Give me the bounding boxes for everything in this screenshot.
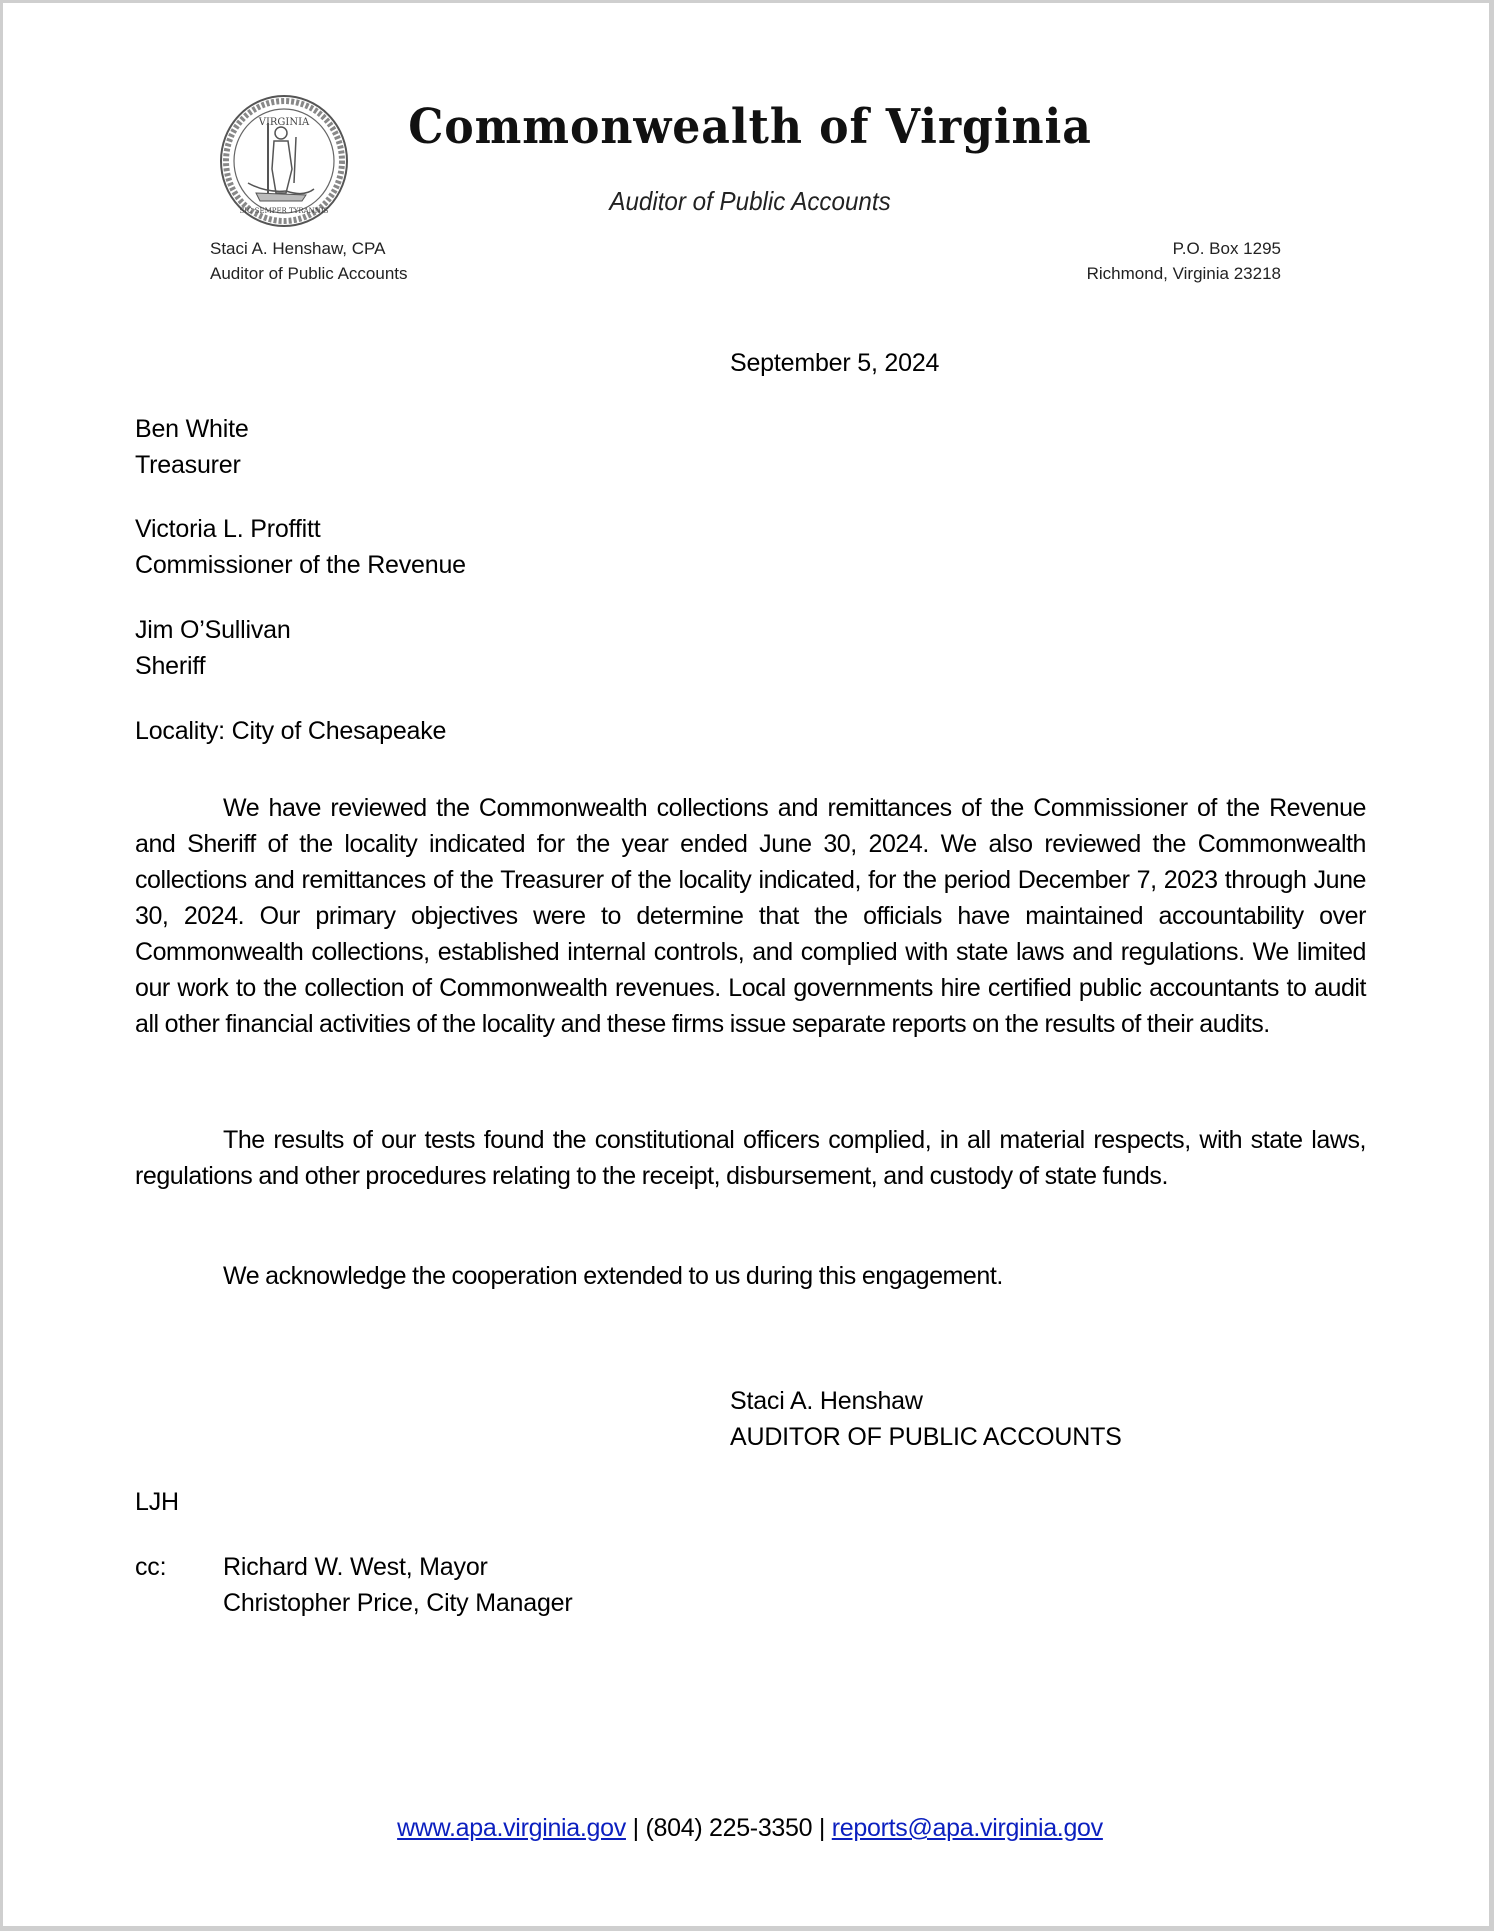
letterhead-auditor-block xyxy=(210,236,408,286)
recipient-title: Sheriff xyxy=(135,652,206,680)
body-paragraph-1: We have reviewed the Commonwealth collections and remittances of the Commissioner of the Revenue and Sheriff of the locality indicated for the year ended June 30, 2024. We also reviewed the Commonwealth collections and remittances of the Treasurer of the locality indicated, for the period December 7, 2023 through June 30, 2024. Our primary objectives were to determine that the officials have maintained accountability over Commonwealth collections, established internal controls, and complied with state laws and regulations. We limited our work to the collection of Commonwealth revenues. Local governments hire certified public accountants to audit all other financial activities of the locality and these firms issue separate reports on the results of their audits. xyxy=(135,794,1366,1038)
footer-phone: (804) 225-3350 xyxy=(645,1814,813,1842)
recipient-name: Victoria L. Proffitt xyxy=(135,515,321,543)
cc-recipient: Christopher Price, City Manager xyxy=(223,1589,573,1617)
auditor-name: Staci A. Henshaw, CPA xyxy=(210,239,386,258)
recipient-title: Treasurer xyxy=(135,451,241,479)
svg-text:SIC SEMPER TYRANNIS: SIC SEMPER TYRANNIS xyxy=(239,207,329,215)
letter-date: September 5, 2024 xyxy=(730,349,940,377)
letter-footer xyxy=(3,1810,1494,1846)
svg-text:VIRGINIA: VIRGINIA xyxy=(258,117,310,128)
recipient-commissioner xyxy=(135,511,466,583)
letter-page xyxy=(3,3,1489,1926)
recipient-title: Commissioner of the Revenue xyxy=(135,551,466,579)
recipient-name: Jim O’Sullivan xyxy=(135,616,291,644)
letterhead-subtitle: Auditor of Public Accounts xyxy=(609,186,891,216)
auditor-title: Auditor of Public Accounts xyxy=(210,264,408,283)
signature-block xyxy=(730,1383,1122,1455)
cc-list xyxy=(223,1549,573,1621)
website-link[interactable]: www.apa.virginia.gov xyxy=(397,1814,626,1842)
body-paragraph-2: The results of our tests found the constitutional officers complied, in all material respects, with state laws, regulations and other procedures relating to the receipt, disbursement, and custody of state funds. xyxy=(135,1126,1366,1190)
signature-title: AUDITOR OF PUBLIC ACCOUNTS xyxy=(730,1423,1122,1451)
email-link[interactable]: reports@apa.virginia.gov xyxy=(831,1814,1103,1842)
recipient-name: Ben White xyxy=(135,415,249,443)
letterhead-address-block xyxy=(1087,236,1281,286)
address-city: Richmond, Virginia 23218 xyxy=(1086,264,1281,283)
address-po-box: P.O. Box 1295 xyxy=(1172,239,1281,258)
typist-initials: LJH xyxy=(135,1488,179,1516)
cc-label: cc: xyxy=(135,1553,167,1581)
locality-line: Locality: City of Chesapeake xyxy=(135,717,447,745)
letterhead-title: Commonwealth of Virginia xyxy=(408,99,1092,155)
footer-separator: | xyxy=(632,1814,639,1842)
body-paragraph-3: We acknowledge the cooperation extended to us during this engagement. xyxy=(223,1262,1003,1290)
cc-recipient: Richard W. West, Mayor xyxy=(223,1553,488,1581)
footer-separator: | xyxy=(818,1814,826,1842)
recipient-treasurer xyxy=(135,411,249,483)
recipient-sheriff xyxy=(135,612,291,684)
signature-name: Staci A. Henshaw xyxy=(730,1387,923,1415)
